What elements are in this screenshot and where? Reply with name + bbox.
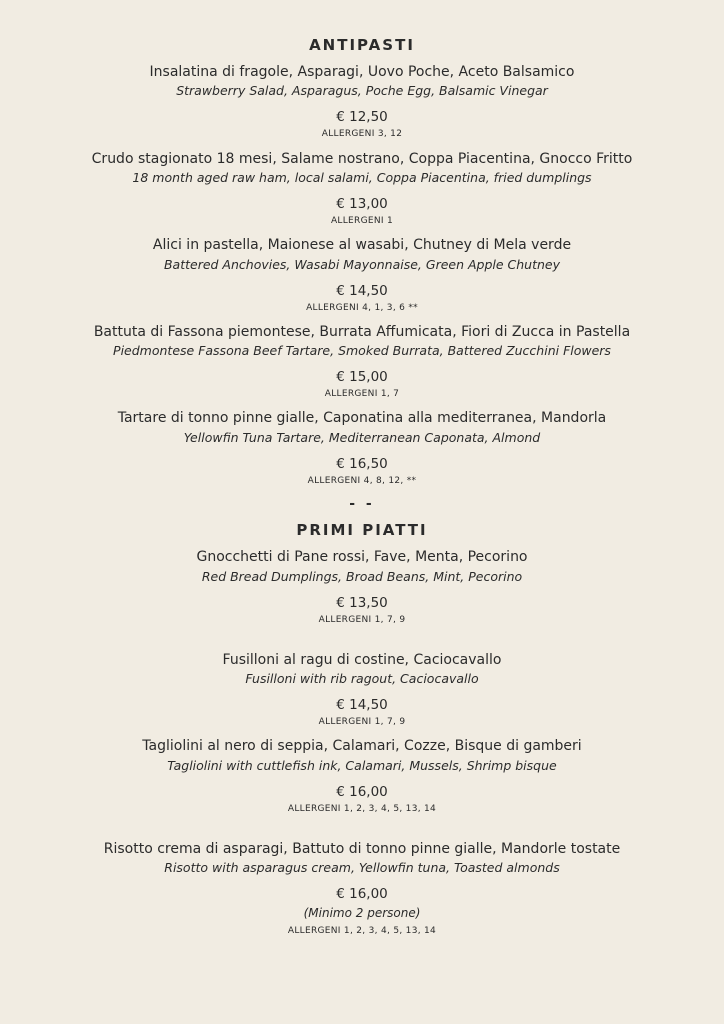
item-name-it: Crudo stagionato 18 mesi, Salame nostrano, Coppa Piacentina, Gnocco Fritto xyxy=(91,151,633,167)
item-name-it: Fusilloni al ragu di costine, Caciocavallo xyxy=(222,652,502,668)
item-name-it: Tagliolini al nero di seppia, Calamari, Cozze, Bisque di gamberi xyxy=(142,738,582,754)
section-title-primi: PRIMI PIATTI xyxy=(296,521,428,539)
section-title-antipasti: ANTIPASTI xyxy=(309,36,415,54)
item-price: € 13,00 xyxy=(336,196,388,212)
item-price: € 15,00 xyxy=(336,369,388,385)
item-name-en: Tagliolini with cuttlefish ink, Calamari, Mussels, Shrimp bisque xyxy=(167,758,557,773)
item-allergens: ALLERGENI 1 xyxy=(330,216,394,226)
item-allergens: ALLERGENI 4, 8, 12, ** xyxy=(307,476,417,486)
item-allergens: ALLERGENI 1, 7, 9 xyxy=(318,615,406,625)
item-name-it: Battuta di Fassona piemontese, Burrata Affumicata, Fiori di Zucca in Pastella xyxy=(93,324,631,340)
item-name-en: 18 month aged raw ham, local salami, Coppa Piacentina, fried dumplings xyxy=(132,170,592,185)
item-price: € 13,50 xyxy=(336,595,388,611)
item-note: (Minimo 2 persone) xyxy=(303,906,421,920)
item-price: € 16,00 xyxy=(336,886,388,902)
item-allergens: ALLERGENI 1, 2, 3, 4, 5, 13, 14 xyxy=(287,926,437,936)
item-name-it: Tartare di tonno pinne gialle, Caponatina alla mediterranea, Mandorla xyxy=(117,410,607,426)
item-name-it: Risotto crema di asparagi, Battuto di tonno pinne gialle, Mandorle tostate xyxy=(103,841,621,857)
item-allergens: ALLERGENI 1, 7 xyxy=(324,389,400,399)
item-allergens: ALLERGENI 1, 2, 3, 4, 5, 13, 14 xyxy=(287,804,437,814)
section-separator: - - xyxy=(349,496,375,512)
item-name-en: Risotto with asparagus cream, Yellowfin tuna, Toasted almonds xyxy=(164,860,560,875)
item-allergens: ALLERGENI 4, 1, 3, 6 ** xyxy=(306,303,418,313)
item-price: € 16,00 xyxy=(336,784,388,800)
item-name-en: Fusilloni with rib ragout, Caciocavallo xyxy=(245,671,479,686)
item-allergens: ALLERGENI 1, 7, 9 xyxy=(318,717,406,727)
item-name-it: Gnocchetti di Pane rossi, Fave, Menta, Pecorino xyxy=(196,549,528,565)
item-name-en: Strawberry Salad, Asparagus, Poche Egg, Balsamic Vinegar xyxy=(176,83,548,98)
item-name-it: Insalatina di fragole, Asparagi, Uovo Poche, Aceto Balsamico xyxy=(149,64,575,80)
item-price: € 14,50 xyxy=(336,283,388,299)
item-price: € 14,50 xyxy=(336,697,388,713)
item-name-it: Alici in pastella, Maionese al wasabi, Chutney di Mela verde xyxy=(152,237,572,253)
item-price: € 16,50 xyxy=(336,456,388,472)
item-name-en: Battered Anchovies, Wasabi Mayonnaise, Green Apple Chutney xyxy=(163,257,561,272)
item-name-en: Piedmontese Fassona Beef Tartare, Smoked Burrata, Battered Zucchini Flowers xyxy=(113,343,611,358)
item-name-en: Yellowfin Tuna Tartare, Mediterranean Caponata, Almond xyxy=(183,430,541,445)
item-allergens: ALLERGENI 3, 12 xyxy=(321,129,403,139)
item-price: € 12,50 xyxy=(336,109,388,125)
item-name-en: Red Bread Dumplings, Broad Beans, Mint, Pecorino xyxy=(201,569,523,584)
